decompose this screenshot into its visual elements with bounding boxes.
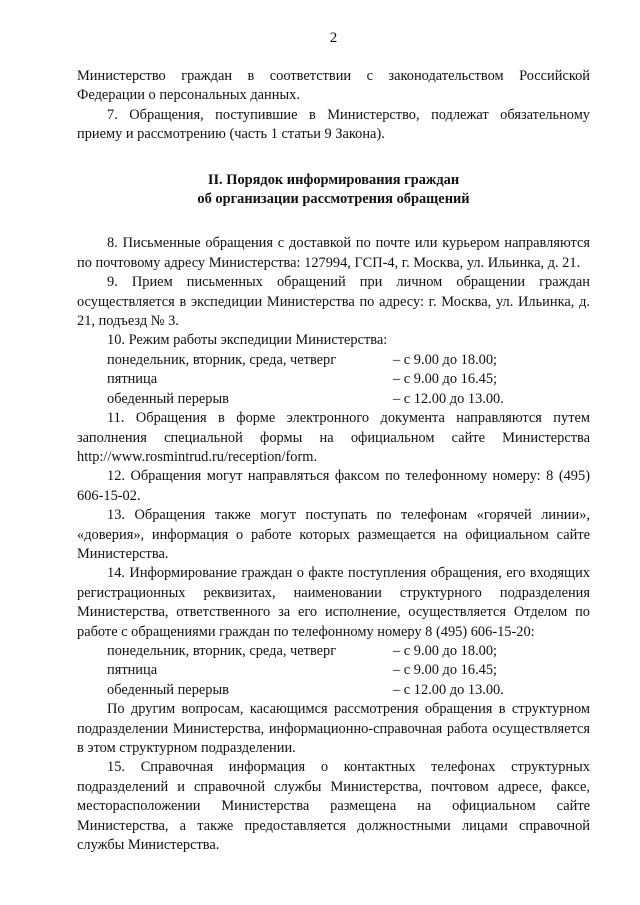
paragraph-15: 15. Справочная информация о контактных телефонах структурных подразделений и справочной службы Министерства, почтовом адресе, факсе, месторасположении Министерства размещена на официальном сайте Министерства, а также предоставляется должностными лицами справочной службы Министерства. <box>77 759 590 854</box>
schedule-row <box>77 642 590 661</box>
schedule-expedition <box>77 351 590 409</box>
schedule-row <box>77 681 590 700</box>
paragraph-14: 14. Информирование граждан о факте поступления обращения, его входящих регистрационных реквизитах, наименовании структурного подразделения Министерства, ответственного за его исполнение, осуществляется Отделом по работе с обращениями граждан по телефонному номеру 8 (495) 606-15-20: <box>77 565 590 640</box>
schedule-hours: – с 9.00 до 16.45; <box>393 662 498 679</box>
section-heading-line-2: об организации рассмотрения обращений <box>197 191 470 208</box>
schedule-days: пятница <box>107 371 158 388</box>
schedule-hours: – с 12.00 до 13.00. <box>393 390 504 407</box>
schedule-hours: – с 9.00 до 18.00; <box>393 642 498 659</box>
schedule-hours: – с 12.00 до 13.00. <box>393 681 504 698</box>
schedule-days: понедельник, вторник, среда, четверг <box>107 351 337 368</box>
section-heading-line-1: II. Порядок информирования граждан <box>207 171 460 188</box>
page-number: 2 <box>329 30 338 46</box>
paragraph-continuation: Министерство граждан в соответствии с законодательством Российской Федерации о персональных данных. <box>77 68 590 104</box>
paragraph-10: 10. Режим работы экспедиции Министерства: <box>107 332 388 349</box>
schedule-row <box>77 351 590 370</box>
paragraph-14-other: По другим вопросам, касающимся рассмотрения обращения в структурном подразделении Министерства, информационно-справочная работа осуществляется в этом структурном подразделении. <box>77 701 590 756</box>
paragraph-8: 8. Письменные обращения с доставкой по почте или курьером направляются по почтовому адресу Министерства: 127994, ГСП-4, г. Москва, ул. Ильинка, д. 21. <box>77 235 590 271</box>
schedule-days: понедельник, вторник, среда, четверг <box>107 642 337 659</box>
schedule-row <box>77 661 590 680</box>
paragraph-7: 7. Обращения, поступившие в Министерство, подлежат обязательному приему и рассмотрению (часть 1 статьи 9 Закона). <box>77 106 590 143</box>
schedule-row <box>77 390 590 409</box>
section-heading <box>77 171 590 210</box>
schedule-row <box>77 370 590 389</box>
schedule-hours: – с 9.00 до 18.00; <box>393 351 498 368</box>
paragraph-12: 12. Обращения могут направляться факсом по телефонному номеру: 8 (495) 606-15-02. <box>77 468 590 504</box>
schedule-hours: – с 9.00 до 16.45; <box>393 371 498 388</box>
schedule-days: обеденный перерыв <box>107 390 229 407</box>
paragraph-9: 9. Прием письменных обращений при личном обращении граждан осуществляется в экспедиции Министерства по адресу: г. Москва, ул. Ильинка, д. 21, подъезд № 3. <box>77 274 590 330</box>
schedule-days: обеденный перерыв <box>107 681 229 698</box>
schedule-days: пятница <box>107 662 158 679</box>
paragraph-11: 11. Обращения в форме электронного документа направляются путем заполнения специальной формы на официальном сайте Министерства http://www.rosmintrud.ru/reception/form. <box>77 410 590 465</box>
schedule-inquiries <box>77 642 590 700</box>
paragraph-13: 13. Обращения также могут поступать по телефонам «горячей линии», «доверия», информация о работе которых размещается на официальном сайте Министерства. <box>77 507 590 562</box>
